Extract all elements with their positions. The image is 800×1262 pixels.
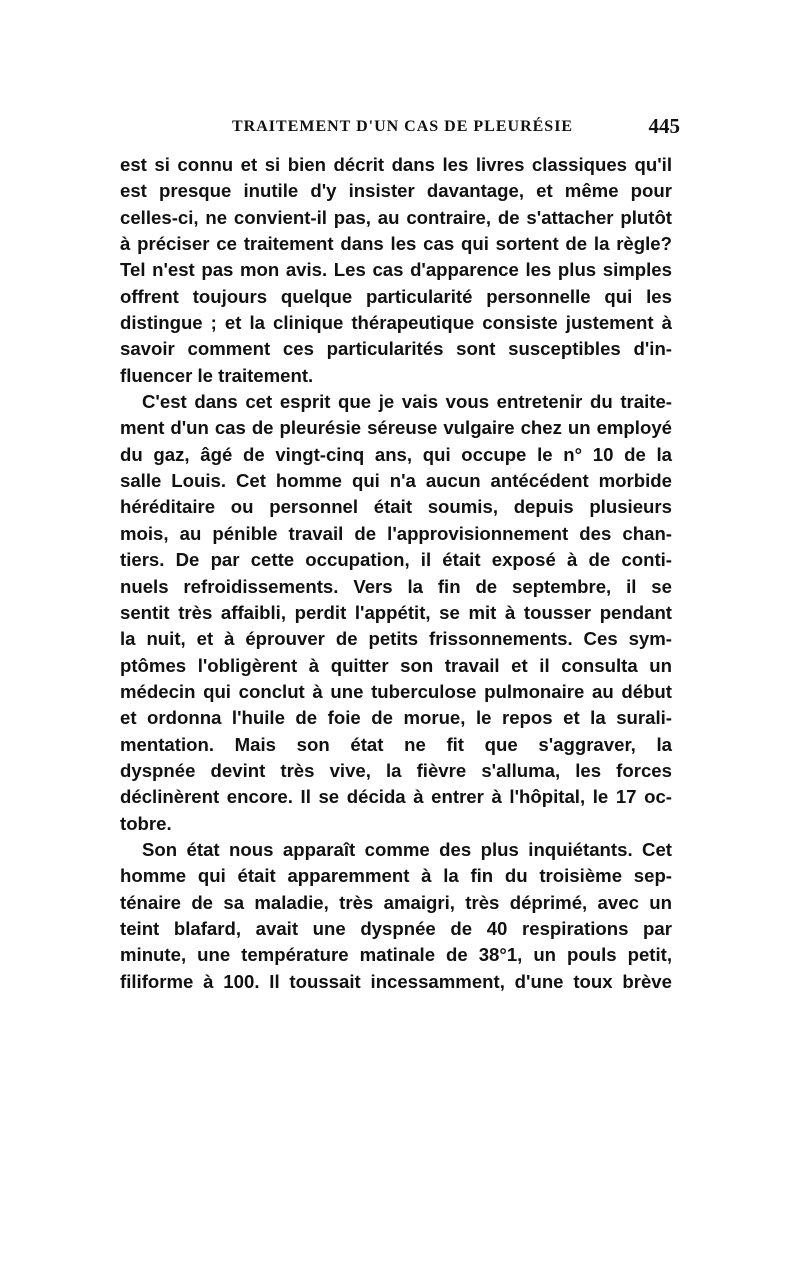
text-line: tiers. De par cette occupation, il était exposé à de conti- bbox=[120, 549, 672, 571]
text-line: ptômes l'obligèrent à quitter son travail et il consulta un bbox=[120, 654, 672, 676]
text-line: ment d'un cas de pleurésie séreuse vulgaire chez un employé bbox=[120, 417, 672, 439]
text-line: homme qui était apparemment à la fin du troisième sep- bbox=[120, 865, 672, 887]
text-line: la nuit, et à éprouver de petits frissonnements. Ces sym- bbox=[120, 628, 672, 650]
running-head bbox=[120, 114, 680, 144]
text-line: Son état nous apparaît comme des plus inquiétants. Cet bbox=[142, 838, 672, 860]
text-line: dyspnée devint très vive, la fièvre s'alluma, les forces bbox=[120, 759, 672, 781]
page-number: 445 bbox=[648, 114, 680, 138]
text-line: du gaz, âgé de vingt-cinq ans, qui occupe le n° 10 de la bbox=[120, 443, 672, 465]
text-line: C'est dans cet esprit que je vais vous entretenir du traite- bbox=[142, 391, 672, 413]
text-line: celles-ci, ne convient-il pas, au contraire, de s'attacher plutôt bbox=[120, 206, 672, 228]
text-line: distingue ; et la clinique thérapeutique consiste justement à bbox=[120, 312, 672, 334]
text-line: héréditaire ou personnel était soumis, depuis plusieurs bbox=[120, 496, 672, 518]
text-line: mois, au pénible travail de l'approvisionnement des chan- bbox=[120, 522, 672, 544]
text-line: teint blafard, avait une dyspnée de 40 respirations par bbox=[120, 917, 672, 939]
running-title: TRAITEMENT D'UN CAS DE PLEURÉSIE bbox=[232, 118, 574, 135]
text-line: Tel n'est pas mon avis. Les cas d'apparence les plus simples bbox=[120, 259, 672, 281]
text-line: tobre. bbox=[120, 812, 172, 834]
text-line: offrent toujours quelque particularité personnelle qui les bbox=[120, 285, 672, 307]
text-line: filiforme à 100. Il toussait incessamment, d'une toux brève bbox=[120, 970, 672, 992]
text-line: sentit très affaibli, perdit l'appétit, se mit à tousser pendant bbox=[120, 601, 672, 623]
text-line: est presque inutile d'y insister davantage, et même pour bbox=[120, 180, 672, 202]
text-line: est si connu et si bien décrit dans les livres classiques qu'il bbox=[120, 154, 672, 175]
text-line: déclinèrent encore. Il se décida à entrer à l'hôpital, le 17 oc- bbox=[120, 786, 672, 808]
text-line: médecin qui conclut à une tuberculose pulmonaire au début bbox=[120, 680, 672, 702]
text-line: ténaire de sa maladie, très amaigri, très déprimé, avec un bbox=[120, 891, 672, 913]
text-line: salle Louis. Cet homme qui n'a aucun antécédent morbide bbox=[120, 470, 672, 492]
text-line: savoir comment ces particularités sont susceptibles d'in- bbox=[120, 338, 672, 360]
text-line: minute, une température matinale de 38°1, un pouls petit, bbox=[120, 944, 672, 966]
text-line: fluencer le traitement. bbox=[120, 364, 314, 386]
body-text bbox=[120, 152, 672, 995]
paragraph-3 bbox=[120, 837, 672, 995]
text-line: nuels refroidissements. Vers la fin de septembre, il se bbox=[120, 575, 672, 597]
text-line: mentation. Mais son état ne fit que s'aggraver, la bbox=[120, 733, 672, 755]
paragraph-2 bbox=[120, 389, 672, 837]
paragraph-1 bbox=[120, 152, 672, 389]
text-line: et ordonna l'huile de foie de morue, le repos et la surali- bbox=[120, 707, 672, 729]
text-line: à préciser ce traitement dans les cas qui sortent de la règle? bbox=[120, 233, 672, 255]
